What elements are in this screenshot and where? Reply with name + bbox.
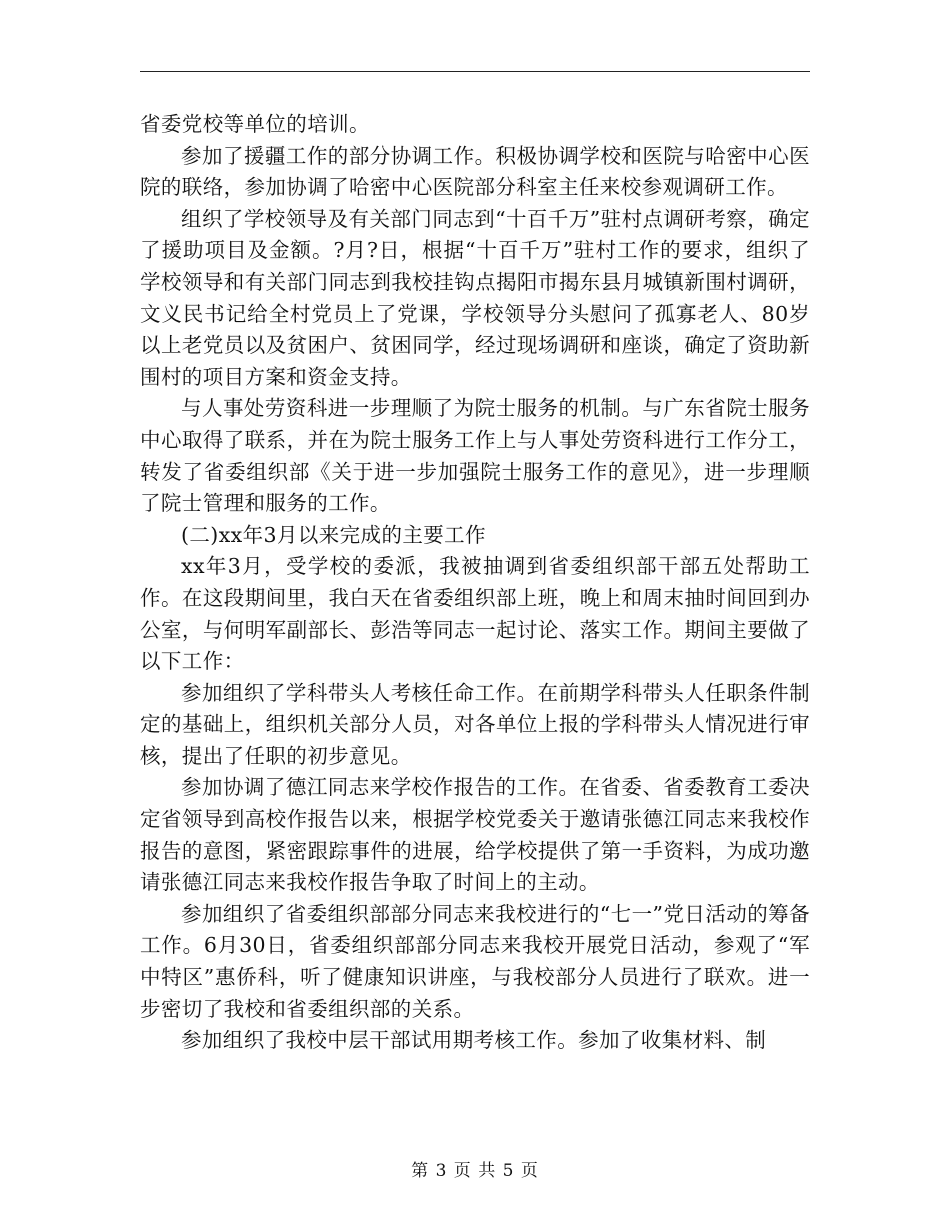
page-footer: 第 3 页 共 5 页 [411,1161,539,1181]
paragraph: xx年3月，受学校的委派，我被抽调到省委组织部干部五处帮助工作。在这段期间里，我白天在省委组织部上班，晚上和周末抽时间回到办公室，与何明军副部长、彭浩等同志一起讨论、落实工作。期间主要做了以下工作： [140,554,810,674]
paragraph: 参加组织了我校中层干部试用期考核工作。参加了收集材料、制 [181,1028,767,1053]
paragraph: 参加组织了学科带头人考核任命工作。在前期学科带头人任职条件制定的基础上，组织机关部分人员，对各单位上报的学科带头人情况进行审核，提出了任职的初步意见。 [140,680,810,768]
section-heading: (二)xx年3月以来完成的主要工作 [181,522,486,547]
paragraph: 参加协调了德江同志来学校作报告的工作。在省委、省委教育工委决定省领导到高校作报告以来，根据学校党委关于邀请张德江同志来我校作报告的意图，紧密跟踪事件的进展，给学校提供了第一手资料，为成功邀请张德江同志来我校作报告争取了时间上的主动。 [140,775,810,895]
paragraph: 与人事处劳资科进一步理顺了为院士服务的机制。与广东省院士服务中心取得了联系，并在为院士服务工作上与人事处劳资科进行工作分工，转发了省委组织部《关于进一步加强院士服务工作的意见》，进一步理顺了院士管理和服务的工作。 [140,396,810,516]
document-body [140,109,810,1057]
paragraph: 参加组织了省委组织部部分同志来我校进行的“七一”党日活动的筹备工作。6月30日，省委组织部部分同志来我校开展党日活动，参观了“军中特区”惠侨科，听了健康知识讲座，与我校部分人员进行了联欢。进一步密切了我校和省委组织部的关系。 [140,901,810,1021]
paragraph: 组织了学校领导及有关部门同志到“十百千万”驻村点调研考察，确定了援助项目及金额。?月?日，根据“十百千万”驻村工作的要求，组织了学校领导和有关部门同志到我校挂钩点揭阳市揭东县月城镇新围村调研，文义民书记给全村党员上了党课，学校领导分头慰问了孤寡老人、80岁以上老党员以及贫困户、贫困同学，经过现场调研和座谈，确定了资助新围村的项目方案和资金支持。 [140,206,810,389]
paragraph: 省委党校等单位的培训。 [140,112,370,136]
paragraph: 参加了援疆工作的部分协调工作。积极协调学校和医院与哈密中心医院的联络，参加协调了哈密中心医院部分科室主任来校参观调研工作。 [140,143,810,200]
header-rule [140,71,810,72]
